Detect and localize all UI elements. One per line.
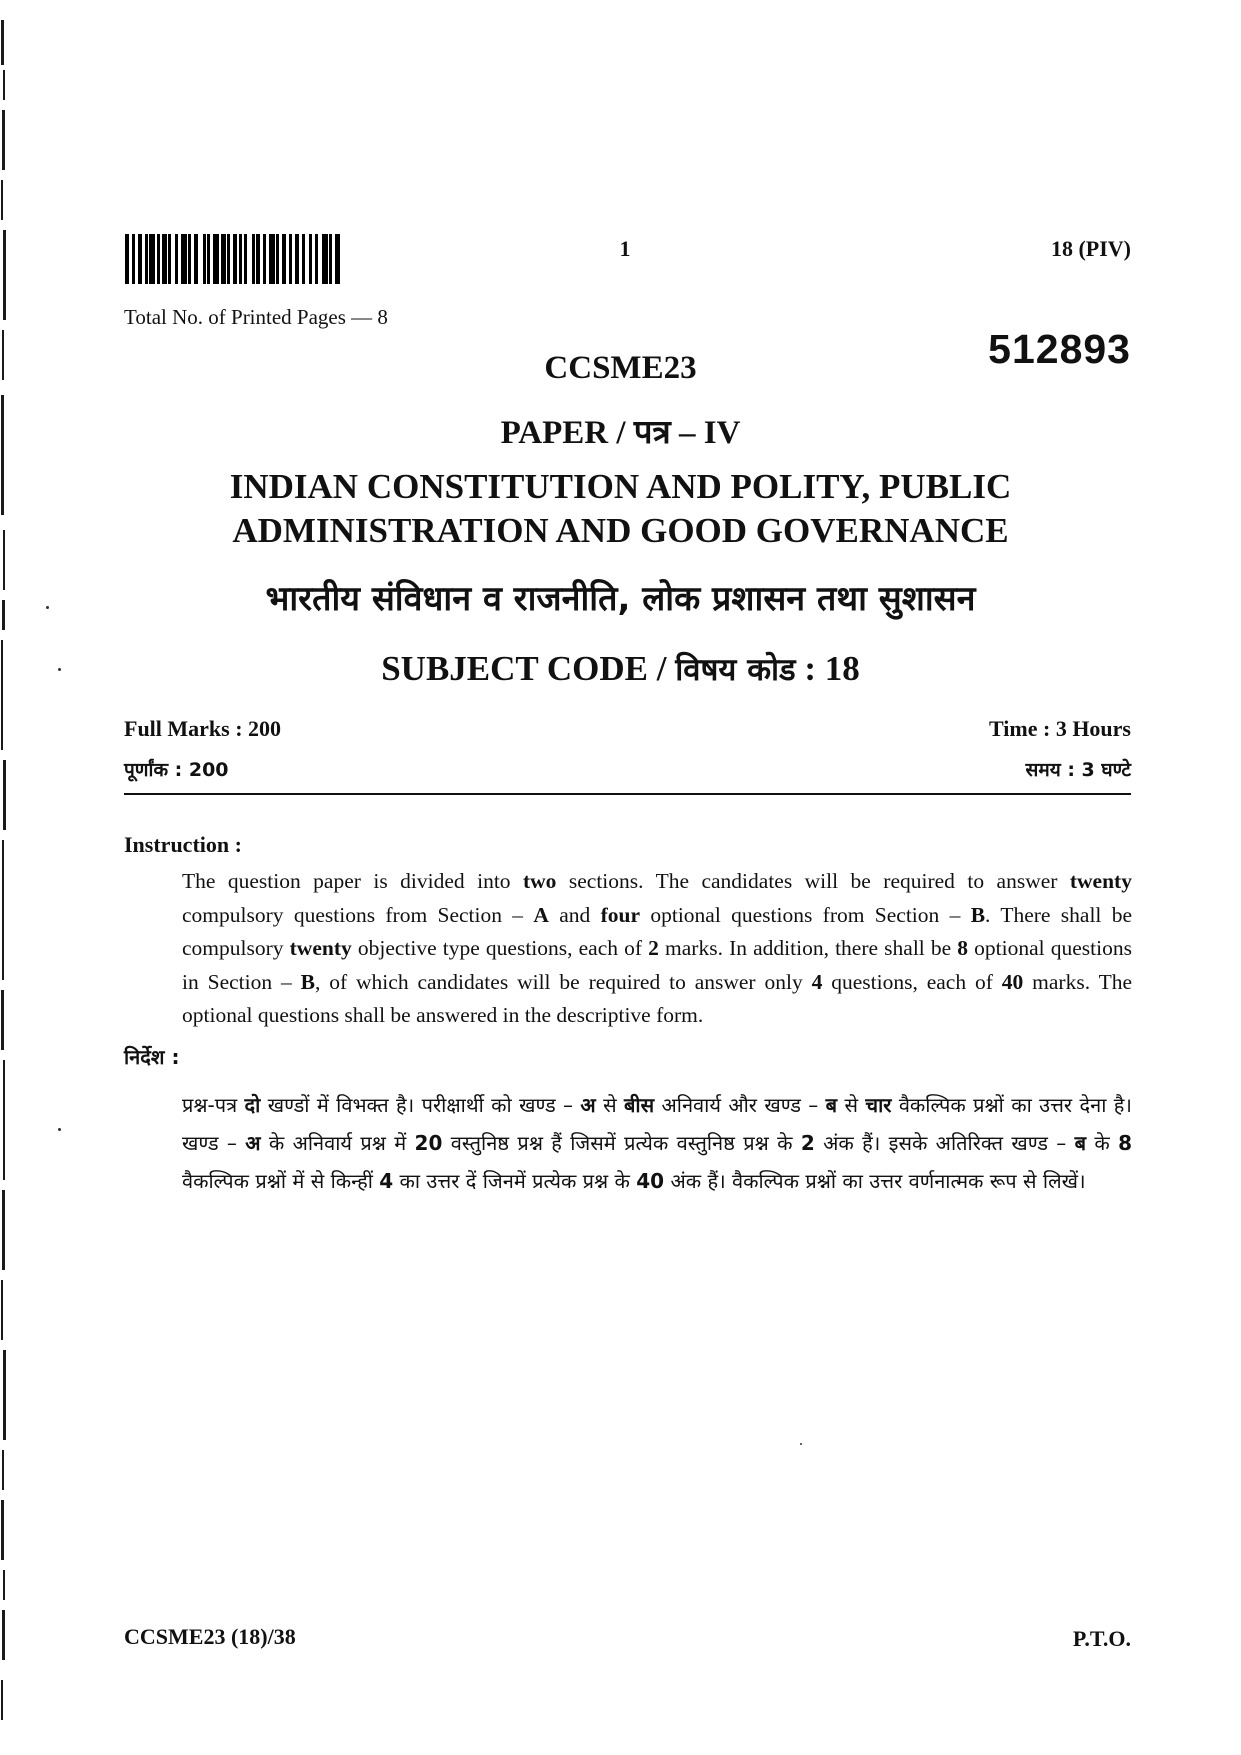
barcode-bar	[335, 234, 339, 284]
instruction-text-run: 2	[648, 936, 659, 960]
subject-title-line-2: ADMINISTRATION AND GOOD GOVERNANCE	[232, 511, 1009, 550]
nirdesh-text-run: अनिवार्य और खण्ड –	[654, 1093, 826, 1117]
instruction-text-run: marks. In addition, there shall be	[658, 936, 958, 960]
instruction-text-run: A	[533, 902, 549, 927]
subject-code-label-hi: विषय कोड	[675, 652, 796, 688]
nirdesh-text-run: प्रश्न-पत्र	[182, 1093, 245, 1117]
nirdesh-body	[182, 1086, 1132, 1200]
instruction-text-run: optional questions from Section –	[640, 902, 971, 927]
instruction-text-run: 40	[1001, 969, 1024, 994]
subject-title-line-1: INDIAN CONSTITUTION AND POLITY, PUBLIC	[229, 467, 1012, 506]
subject-code-label-en: SUBJECT CODE /	[381, 649, 676, 688]
instruction-heading: Instruction :	[124, 832, 242, 857]
serial-number: 512893	[988, 326, 1131, 372]
time-hindi: समय : 3 घण्टे	[1025, 759, 1131, 781]
instruction-text-run: B	[300, 969, 315, 994]
instruction-text-run: and	[548, 902, 601, 927]
instruction-text-run: sections. The candidates will be required to answer	[556, 869, 1070, 893]
subject-title-english	[0, 465, 1241, 553]
exam-code: CCSME23	[544, 350, 697, 386]
instruction-text-run: optional questions in Section –	[182, 936, 1132, 994]
nirdesh-text-run: अ	[245, 1131, 261, 1155]
nirdesh-text-run: 8	[1118, 1131, 1132, 1155]
full-marks-hindi: पूर्णांक : 200	[124, 759, 229, 781]
nirdesh-text-run: वस्तुनिष्ठ प्रश्न हैं जिसमें प्रत्येक वस्तुनिष्ठ प्रश्न के	[442, 1131, 801, 1155]
nirdesh-text-run: अंक हैं। इसके अतिरिक्त खण्ड –	[814, 1131, 1075, 1155]
nirdesh-text-run: दो	[244, 1093, 261, 1117]
instruction-text-run: twenty	[1069, 869, 1132, 893]
scan-edge-dash	[2, 1450, 4, 1490]
instruction-text-run: objective type questions, each of	[351, 936, 649, 960]
instruction-text-run: compulsory questions from Section –	[182, 902, 534, 927]
scan-edge-dash	[3, 1350, 6, 1440]
instruction-text-run: , of which candidates will be required to answer only	[314, 969, 812, 994]
subject-code-value: : 18	[795, 649, 860, 688]
scan-edge-dash	[1, 1680, 3, 1720]
nirdesh-text-run: ब	[1074, 1131, 1087, 1155]
scan-edge-dash	[3, 1060, 5, 1180]
nirdesh-text-run: बीस	[623, 1093, 655, 1117]
printed-pages-count: Total No. of Printed Pages — 8	[124, 305, 388, 329]
scan-edge-dash	[2, 110, 5, 170]
scan-edge-dash	[3, 1570, 5, 1600]
nirdesh-text-run: 2	[800, 1131, 815, 1155]
instruction-text-run: 8	[957, 936, 969, 960]
nirdesh-text-run: 20	[414, 1131, 443, 1155]
nirdesh-text-run: वैकल्पिक प्रश्नों में से किन्हीं	[182, 1169, 380, 1193]
scan-edge-dash	[3, 230, 6, 320]
scan-edge-dash	[2, 1190, 5, 1270]
instruction-text-run: twenty	[289, 936, 352, 960]
nirdesh-text-run: वैकल्पिक प्रश्नों का उत्तर देना है। खण्ड –	[182, 1093, 1132, 1155]
instruction-text-run: marks. The optional questions shall be answered in the descriptive form.	[182, 969, 1133, 1027]
nirdesh-text-run: 40	[636, 1169, 665, 1193]
scan-edge-dash	[1, 20, 4, 65]
nirdesh-text-run: 4	[379, 1169, 394, 1193]
paper-code: 18 (PIV)	[1050, 236, 1131, 261]
nirdesh-text-run: खण्डों में विभक्त है। परीक्षार्थी को खण्ड –	[260, 1093, 581, 1117]
scan-edge-dash	[3, 760, 6, 830]
scan-speck	[46, 606, 49, 609]
nirdesh-text-run: अ	[580, 1093, 596, 1117]
subject-code	[0, 648, 1241, 690]
scan-edge-dash	[2, 1610, 5, 1660]
nirdesh-text-run: से	[837, 1093, 866, 1117]
instruction-body	[182, 865, 1132, 1033]
time-english: Time : 3 Hours	[989, 716, 1131, 741]
scan-edge-dash	[3, 70, 5, 100]
subject-title-hindi: भारतीय संविधान व राजनीति, लोक प्रशासन तथा सुशासन	[265, 579, 976, 619]
footer-pto: P.T.O.	[1072, 1626, 1131, 1651]
scan-edge-dash	[2, 840, 4, 980]
scan-edge-dash	[1, 180, 3, 220]
scan-speck	[800, 1443, 802, 1445]
page-number: 1	[619, 236, 631, 261]
instruction-text-run: . There shall be compulsory	[182, 902, 1133, 960]
scan-edge-dash	[1, 1280, 3, 1340]
instruction-text-run: B	[970, 902, 986, 927]
nirdesh-text-run: चार	[865, 1093, 892, 1117]
footer-code: CCSME23 (18)/38	[124, 1624, 296, 1649]
instruction-text-run: questions, each of	[822, 969, 1002, 994]
scan-edge-artifact	[0, 0, 14, 1755]
nirdesh-text-run: के अनिवार्य प्रश्न में	[260, 1131, 415, 1155]
scan-edge-dash	[1, 1500, 4, 1560]
nirdesh-text-run: का उत्तर दें जिनमें प्रत्येक प्रश्न के	[393, 1169, 637, 1193]
instruction-text-run: two	[523, 869, 557, 893]
instruction-text-run: The question paper is divided into	[182, 869, 523, 893]
nirdesh-text-run: के	[1086, 1131, 1119, 1155]
instruction-text-run: four	[600, 902, 641, 927]
divider-line	[124, 793, 1131, 795]
full-marks-english: Full Marks : 200	[124, 716, 282, 741]
instruction-text-run: 4	[811, 969, 823, 994]
scan-speck	[58, 1128, 61, 1131]
nirdesh-heading: निर्देश :	[124, 1045, 180, 1069]
scan-speck	[58, 668, 61, 671]
nirdesh-text-run: अंक हैं। वैकल्पिक प्रश्नों का उत्तर वर्णनात्मक रूप से लिखें।	[664, 1169, 1086, 1193]
barcode	[125, 234, 365, 284]
scan-edge-dash	[1, 990, 4, 1050]
paper-title: PAPER / पत्र – IV	[500, 415, 741, 451]
nirdesh-text-run: ब	[825, 1093, 838, 1117]
nirdesh-text-run: से	[595, 1093, 624, 1117]
